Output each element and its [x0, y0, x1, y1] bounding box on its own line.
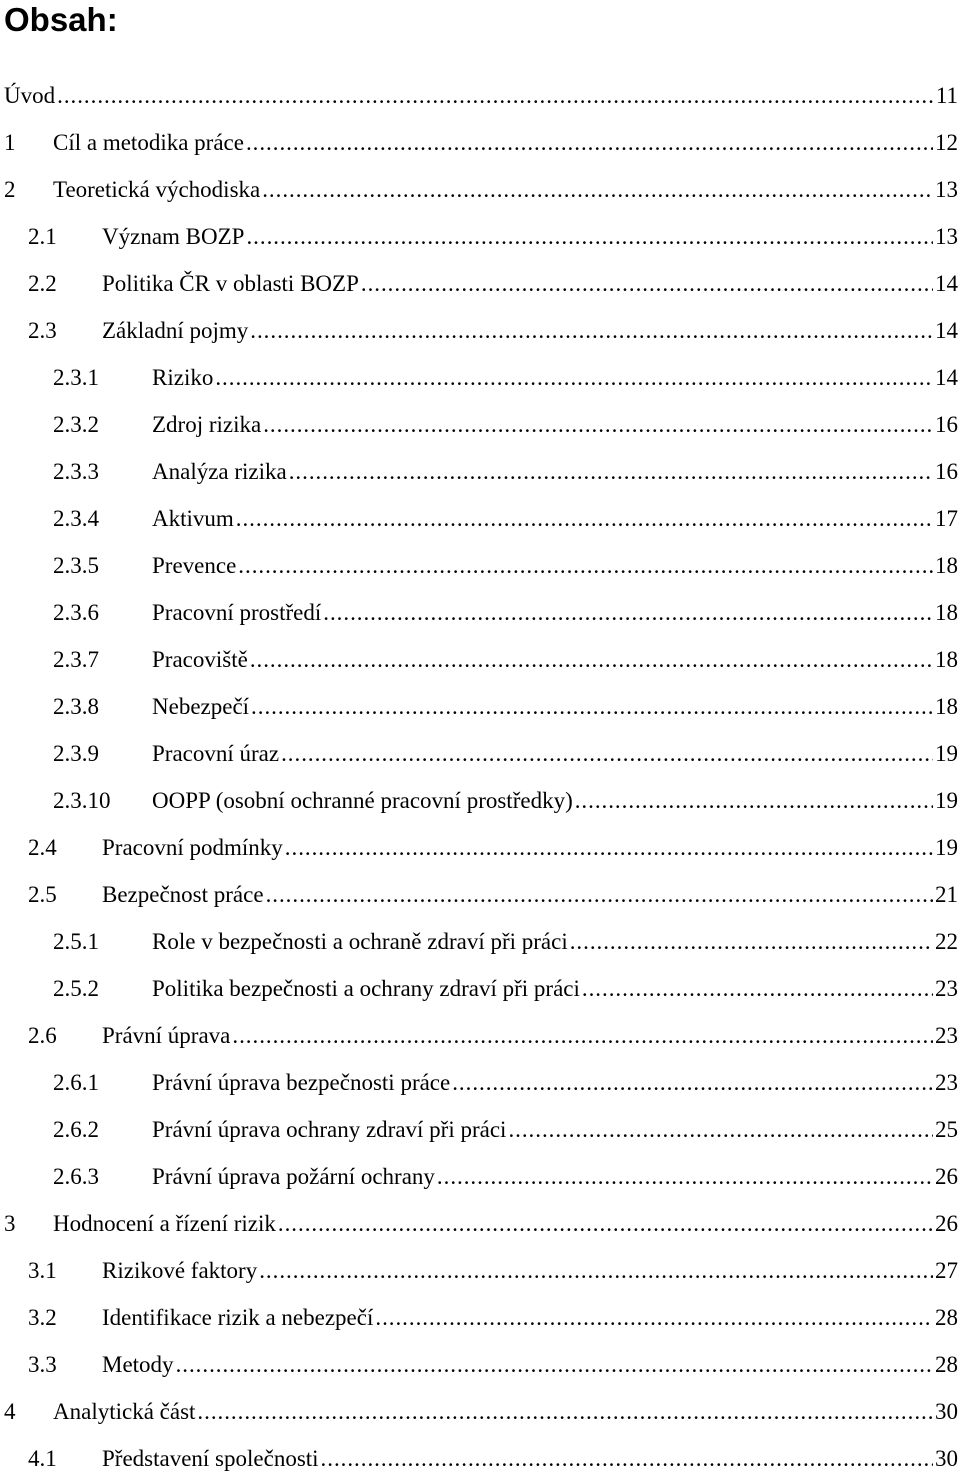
toc-entry-title: Metody [102, 1352, 174, 1377]
toc-entry-number: 2.4 [28, 835, 57, 860]
toc-entry-number: 2.3.1 [53, 365, 99, 390]
toc-entry-title: Rizikové faktory [102, 1258, 258, 1283]
toc-entry-line [53, 129, 960, 157]
toc-entry-number: 2 [4, 177, 16, 202]
toc-entry-page: 28 [935, 1305, 958, 1330]
toc-entry-line [152, 787, 960, 815]
toc-entry-number: 2.3.8 [53, 694, 99, 719]
dot-leader [215, 364, 933, 392]
toc-entry-page: 19 [935, 788, 958, 813]
toc-entry-title: Pracovní podmínky [102, 835, 283, 860]
toc-entry-title: OOPP (osobní ochranné pracovní prostředky) [152, 788, 573, 813]
toc-entry[interactable] [0, 1342, 960, 1389]
toc-entry-page: 14 [935, 271, 958, 296]
toc-entry-title: Analýza rizika [152, 459, 287, 484]
dot-leader [246, 129, 933, 157]
table-of-contents [0, 73, 960, 1483]
toc-entry-line [152, 1163, 960, 1191]
toc-entry-page: 17 [935, 506, 958, 531]
toc-entry-page: 21 [935, 882, 958, 907]
toc-entry-number: 2.2 [28, 271, 57, 296]
toc-entry-title: Hodnocení a řízení rizik [53, 1211, 276, 1236]
toc-entry-title: Teoretická východiska [53, 177, 261, 202]
toc-entry-line [53, 1210, 960, 1238]
toc-entry-line [102, 1257, 960, 1285]
toc-entry-title: Role v bezpečnosti a ochraně zdraví při práci [152, 929, 568, 954]
toc-entry-title: Pracoviště [152, 647, 248, 672]
toc-entry-page: 26 [935, 1211, 958, 1236]
dot-leader [262, 176, 933, 204]
toc-entry-title: Pracovní prostředí [152, 600, 322, 625]
toc-entry-page: 13 [935, 177, 958, 202]
toc-entry-page: 11 [935, 83, 958, 108]
toc-entry-number: 2.5.1 [53, 929, 99, 954]
toc-entry-line [152, 693, 960, 721]
toc-entry-number: 2.3.9 [53, 741, 99, 766]
toc-entry-line [152, 975, 960, 1003]
toc-entry-line [102, 881, 960, 909]
dot-leader [582, 975, 933, 1003]
toc-entry-number: 2.6.1 [53, 1070, 99, 1095]
toc-entry-page: 19 [935, 835, 958, 860]
toc-entry[interactable] [0, 1013, 960, 1060]
toc-entry-number: 2.3.6 [53, 600, 99, 625]
toc-entry-title: Nebezpečí [152, 694, 250, 719]
dot-leader [281, 740, 933, 768]
toc-entry[interactable] [0, 1295, 960, 1342]
dot-leader [285, 834, 933, 862]
toc-entry[interactable] [0, 355, 960, 402]
toc-entry-title: Politika bezpečnosti a ochrany zdraví při práci [152, 976, 580, 1001]
toc-entry-title: Pracovní úraz [152, 741, 280, 766]
toc-entry[interactable] [0, 261, 960, 308]
toc-entry[interactable] [0, 731, 960, 778]
toc-entry-page: 26 [935, 1164, 958, 1189]
toc-entry-page: 14 [935, 318, 958, 343]
dot-leader [259, 1257, 933, 1285]
toc-entry[interactable] [0, 214, 960, 261]
toc-entry-number: 2.5.2 [53, 976, 99, 1001]
toc-entry-title: Aktivum [152, 506, 234, 531]
toc-entry-title: Zdroj rizika [152, 412, 262, 437]
dot-leader [266, 881, 933, 909]
toc-entry-line [102, 1351, 960, 1379]
toc-entry-page: 18 [935, 647, 958, 672]
toc-entry-page: 12 [935, 130, 958, 155]
toc-entry[interactable] [0, 167, 960, 214]
toc-entry-line [152, 505, 960, 533]
toc-entry-line [102, 834, 960, 862]
dot-leader [289, 458, 933, 486]
toc-entry-line [102, 1304, 960, 1332]
dot-leader [508, 1116, 933, 1144]
toc-entry[interactable] [0, 637, 960, 684]
dot-leader [437, 1163, 933, 1191]
toc-entry-line [102, 270, 960, 298]
toc-entry-title: Identifikace rizik a nebezpečí [102, 1305, 374, 1330]
toc-entry[interactable] [0, 778, 960, 825]
toc-entry-line [102, 1022, 960, 1050]
toc-entry-number: 2.6 [28, 1023, 57, 1048]
toc-entry-number: 3.2 [28, 1305, 57, 1330]
dot-leader [278, 1210, 933, 1238]
dot-leader [452, 1069, 933, 1097]
toc-entry-title: Riziko [152, 365, 214, 390]
toc-entry-page: 19 [935, 741, 958, 766]
toc-entry-line [152, 552, 960, 580]
toc-entry[interactable] [0, 590, 960, 637]
dot-leader [263, 411, 933, 439]
dot-leader [250, 317, 933, 345]
toc-entry[interactable] [0, 73, 960, 120]
toc-entry-number: 2.3.7 [53, 647, 99, 672]
toc-entry-page: 28 [935, 1352, 958, 1377]
toc-entry-title: Právní úprava [102, 1023, 231, 1048]
toc-entry-line [152, 411, 960, 439]
toc-entry-number: 4.1 [28, 1446, 57, 1471]
toc-entry-page: 18 [935, 600, 958, 625]
toc-entry[interactable] [0, 872, 960, 919]
toc-entry-number: 2.3.4 [53, 506, 99, 531]
toc-entry-title: Právní úprava bezpečnosti práce [152, 1070, 451, 1095]
toc-entry-line [4, 82, 960, 110]
page-title: Obsah: [4, 1, 118, 38]
toc-entry-line [152, 364, 960, 392]
toc-entry-title: Právní úprava ochrany zdraví při práci [152, 1117, 507, 1142]
dot-leader [251, 693, 933, 721]
toc-entry-line [152, 740, 960, 768]
toc-entry-title: Bezpečnost práce [102, 882, 264, 907]
toc-entry-page: 25 [935, 1117, 958, 1142]
toc-entry[interactable] [0, 1436, 960, 1483]
toc-entry[interactable] [0, 1248, 960, 1295]
toc-entry-number: 2.6.3 [53, 1164, 99, 1189]
toc-entry-number: 4 [4, 1399, 16, 1424]
toc-entry[interactable] [0, 1389, 960, 1436]
toc-entry-page: 27 [935, 1258, 958, 1283]
dot-leader [361, 270, 933, 298]
toc-entry-page: 14 [935, 365, 958, 390]
toc-entry-number: 3.1 [28, 1258, 57, 1283]
toc-entry[interactable] [0, 496, 960, 543]
dot-leader [57, 82, 934, 110]
toc-entry[interactable] [0, 684, 960, 731]
toc-entry-page: 18 [935, 694, 958, 719]
toc-entry-page: 13 [935, 224, 958, 249]
toc-entry-number: 2.3.10 [53, 788, 111, 813]
toc-entry-title: Prevence [152, 553, 237, 578]
toc-entry-number: 3 [4, 1211, 16, 1236]
toc-entry-title: Základní pojmy [102, 318, 249, 343]
toc-entry[interactable] [0, 402, 960, 449]
dot-leader [176, 1351, 933, 1379]
toc-entry-page: 23 [935, 1070, 958, 1095]
toc-entry-line [152, 1116, 960, 1144]
toc-entry[interactable] [0, 308, 960, 355]
toc-entry[interactable] [0, 1107, 960, 1154]
toc-entry-number: 1 [4, 130, 16, 155]
toc-entry-number: 2.3.5 [53, 553, 99, 578]
toc-entry[interactable] [0, 1060, 960, 1107]
toc-entry-title: Cíl a metodika práce [53, 130, 244, 155]
toc-entry[interactable] [0, 1201, 960, 1248]
dot-leader [570, 928, 933, 956]
dot-leader [323, 599, 933, 627]
toc-entry[interactable] [0, 543, 960, 590]
dot-leader [250, 646, 933, 674]
toc-entry-number: 2.3.3 [53, 459, 99, 484]
dot-leader [321, 1445, 933, 1473]
toc-entry-page: 22 [935, 929, 958, 954]
toc-entry[interactable] [0, 919, 960, 966]
toc-entry-line [102, 223, 960, 251]
toc-entry-number: 3.3 [28, 1352, 57, 1377]
toc-entry-line [102, 1445, 960, 1473]
toc-entry-page: 23 [935, 976, 958, 1001]
toc-entry-title: Úvod [4, 83, 56, 108]
toc-entry-line [102, 317, 960, 345]
toc-entry-title: Význam BOZP [102, 224, 245, 249]
dot-leader [197, 1398, 933, 1426]
toc-entry-line [152, 599, 960, 627]
toc-entry[interactable] [0, 120, 960, 167]
dot-leader [236, 505, 933, 533]
toc-entry-number: 2.6.2 [53, 1117, 99, 1142]
toc-entry[interactable] [0, 1154, 960, 1201]
toc-entry-line [152, 458, 960, 486]
dot-leader [232, 1022, 933, 1050]
dot-leader [238, 552, 933, 580]
dot-leader [246, 223, 933, 251]
toc-entry-line [152, 1069, 960, 1097]
toc-entry-line [53, 1398, 960, 1426]
dot-leader [575, 787, 933, 815]
dot-leader [375, 1304, 933, 1332]
toc-entry-title: Představení společnosti [102, 1446, 319, 1471]
toc-entry-line [152, 646, 960, 674]
toc-entry[interactable] [0, 825, 960, 872]
toc-entry-number: 2.3.2 [53, 412, 99, 437]
toc-entry-page: 16 [935, 412, 958, 437]
toc-entry[interactable] [0, 449, 960, 496]
toc-entry-title: Právní úprava požární ochrany [152, 1164, 435, 1189]
toc-entry-number: 2.1 [28, 224, 57, 249]
toc-entry-page: 23 [935, 1023, 958, 1048]
toc-entry[interactable] [0, 966, 960, 1013]
toc-entry-title: Politika ČR v oblasti BOZP [102, 271, 359, 296]
toc-entry-page: 16 [935, 459, 958, 484]
toc-entry-line [152, 928, 960, 956]
toc-entry-page: 30 [935, 1446, 958, 1471]
toc-entry-line [53, 176, 960, 204]
toc-entry-number: 2.5 [28, 882, 57, 907]
toc-entry-page: 18 [935, 553, 958, 578]
toc-entry-number: 2.3 [28, 318, 57, 343]
toc-entry-title: Analytická část [53, 1399, 196, 1424]
toc-entry-page: 30 [935, 1399, 958, 1424]
